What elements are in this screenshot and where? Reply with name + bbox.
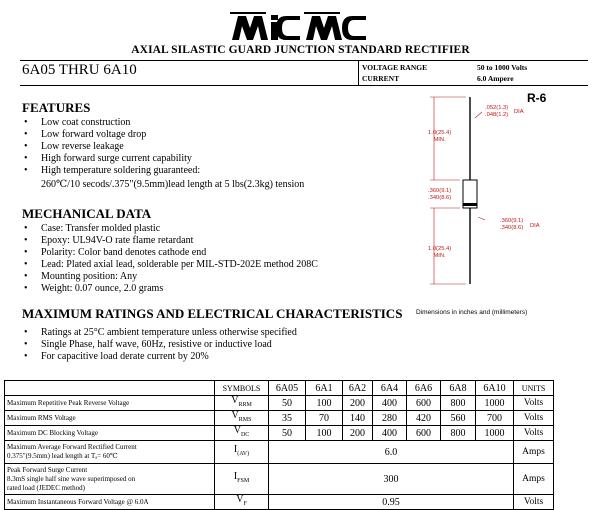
- list-item: • High temperature soldering guaranteed:: [24, 165, 201, 176]
- list-item: • Epoxy: UL94V-O rate flame retardant: [24, 235, 194, 246]
- value-cell: 200: [343, 426, 373, 441]
- list-item: • Case: Transfer molded plastic: [24, 223, 161, 234]
- list-item: • High forward surge current capability: [24, 153, 192, 164]
- header-rule: [20, 85, 588, 86]
- value-cell: 1000: [476, 426, 514, 441]
- header-cell: UNITS: [514, 381, 554, 396]
- table-row: [5, 396, 554, 411]
- symbol-cell: $V_{DC}$: [215, 426, 269, 441]
- param-cell: Maximum Average Forward Rectified Current 0.375"(9.5mm) lead length at Tₐ= 60℃: [5, 441, 215, 464]
- value-cell: 100: [306, 426, 343, 441]
- value-cell: 800: [441, 396, 476, 411]
- param-cell: Peak Forward Surge Current 8.3mS single half sine wave superimposed on rated load (JEDEC method): [5, 464, 215, 495]
- part-range: 6A05 THRU 6A10: [22, 62, 137, 78]
- brand-logo: [230, 12, 370, 42]
- unit-cell: Volts: [514, 495, 554, 510]
- lead-diameter-dim: .052(1.3) .048(1.2): [485, 105, 509, 118]
- table-row: [5, 441, 554, 464]
- lead-length-top-dim: 1.0(25.4) MIN.: [428, 130, 452, 143]
- soldering-note: 260℃/10 secods/.375"(9.5mm)lead length at 5 lbs(2.3kg) tension: [41, 179, 305, 190]
- ratings-table: [4, 380, 554, 510]
- value-cell: 600: [407, 426, 441, 441]
- table-row: [5, 464, 554, 495]
- param-cell: Maximum RMS Voltage: [5, 411, 215, 426]
- header-cell: [5, 381, 215, 396]
- value-cell: 200: [343, 396, 373, 411]
- value-cell: 50: [269, 396, 306, 411]
- current-label: CURRENT: [362, 74, 400, 83]
- symbol-cell: $I_{(AV)}$: [215, 441, 269, 464]
- list-item: • For capacitive load derate current by 20%: [24, 351, 209, 362]
- header-cell: 6A10: [476, 381, 514, 396]
- lead-length-bottom-dim: 1.0(25.4) MIN.: [428, 246, 452, 259]
- mechanical-heading: MECHANICAL DATA: [22, 206, 152, 221]
- current-value: 6.0 Ampere: [477, 74, 514, 83]
- value-cell: 35: [269, 411, 306, 426]
- list-item: • Mounting position: Any: [24, 271, 138, 282]
- param-cell: Maximum Instantaneous Forward Voltage @ 6.0A: [5, 495, 215, 510]
- value-cell: 600: [407, 396, 441, 411]
- unit-cell: Amps: [514, 441, 554, 464]
- unit-cell: Volts: [514, 426, 554, 441]
- lead-dia-label: DIA: [514, 109, 524, 115]
- list-item: • Single Phase, half wave, 60Hz, resistive or inductive load: [24, 339, 272, 350]
- unit-cell: Amps: [514, 464, 554, 495]
- header-cell: 6A05: [269, 381, 306, 396]
- body-dia-label: DIA: [530, 223, 540, 229]
- symbol-cell: $V_F$: [215, 495, 269, 510]
- unit-cell: Volts: [514, 411, 554, 426]
- value-cell: 6.0: [269, 441, 514, 464]
- table-row: [5, 495, 554, 510]
- value-cell: 400: [373, 396, 407, 411]
- table-header-row: [5, 381, 554, 396]
- dimensions-caption: Dimensions in inches and (millimeters): [416, 309, 528, 316]
- header-cell: 6A6: [407, 381, 441, 396]
- list-item: • Lead: Plated axial lead, solderable per MIL-STD-202E method 208C: [24, 259, 318, 270]
- value-cell: 1000: [476, 396, 514, 411]
- value-cell: 70: [306, 411, 343, 426]
- value-cell: 300: [269, 464, 514, 495]
- package-name: R-6: [527, 91, 547, 105]
- value-cell: 560: [441, 411, 476, 426]
- list-item: • Ratings at 25°C ambient temperature unless otherwise specified: [24, 327, 297, 338]
- ratings-heading: MAXIMUM RATINGS AND ELECTRICAL CHARACTERISTICS: [22, 306, 403, 321]
- value-cell: 280: [373, 411, 407, 426]
- symbol-cell: $V_{RMS}$: [215, 411, 269, 426]
- title-rule: [20, 60, 588, 61]
- unit-cell: Volts: [514, 396, 554, 411]
- ratings-list: [24, 327, 297, 363]
- header-cell: 6A1: [306, 381, 343, 396]
- body-diameter-dim: .360(9.1) .340(8.6): [500, 218, 524, 231]
- table-row: [5, 426, 554, 441]
- value-cell: 400: [373, 426, 407, 441]
- symbol-cell: $I_{FSM}$: [215, 464, 269, 495]
- value-cell: 700: [476, 411, 514, 426]
- value-cell: 140: [343, 411, 373, 426]
- spec-divider: [358, 60, 359, 85]
- header-cell: 6A2: [343, 381, 373, 396]
- header-cell: SYMBOLS: [215, 381, 269, 396]
- value-cell: 0.95: [269, 495, 514, 510]
- value-cell: 50: [269, 426, 306, 441]
- list-item: • Low coat construction: [24, 117, 131, 128]
- features-list: [24, 117, 200, 177]
- features-heading: FEATURES: [22, 100, 91, 115]
- list-item: • Weight: 0.07 ounce, 2.0 grams: [24, 283, 164, 294]
- param-cell: Maximum Repetitive Peak Reverse Voltage: [5, 396, 215, 411]
- list-item: • Low reverse leakage: [24, 141, 124, 152]
- header-cell: 6A4: [373, 381, 407, 396]
- value-cell: 800: [441, 426, 476, 441]
- value-cell: 100: [306, 396, 343, 411]
- document-title: AXIAL SILASTIC GUARD JUNCTION STANDARD RECTIFIER: [131, 44, 470, 56]
- table-row: [5, 411, 554, 426]
- value-cell: 420: [407, 411, 441, 426]
- voltage-range-label: VOLTAGE RANGE: [362, 63, 428, 72]
- body-length-dim: .360(9.1) .340(8.6): [428, 188, 452, 201]
- list-item: • Low forward voltage drop: [24, 129, 147, 140]
- param-cell: Maximum DC Blocking Voltage: [5, 426, 215, 441]
- voltage-range-value: 50 to 1000 Volts: [477, 63, 528, 72]
- header-cell: 6A8: [441, 381, 476, 396]
- list-item: • Polarity: Color band denotes cathode end: [24, 247, 207, 258]
- mechanical-list: [24, 223, 318, 295]
- symbol-cell: $V_{RRM}$: [215, 396, 269, 411]
